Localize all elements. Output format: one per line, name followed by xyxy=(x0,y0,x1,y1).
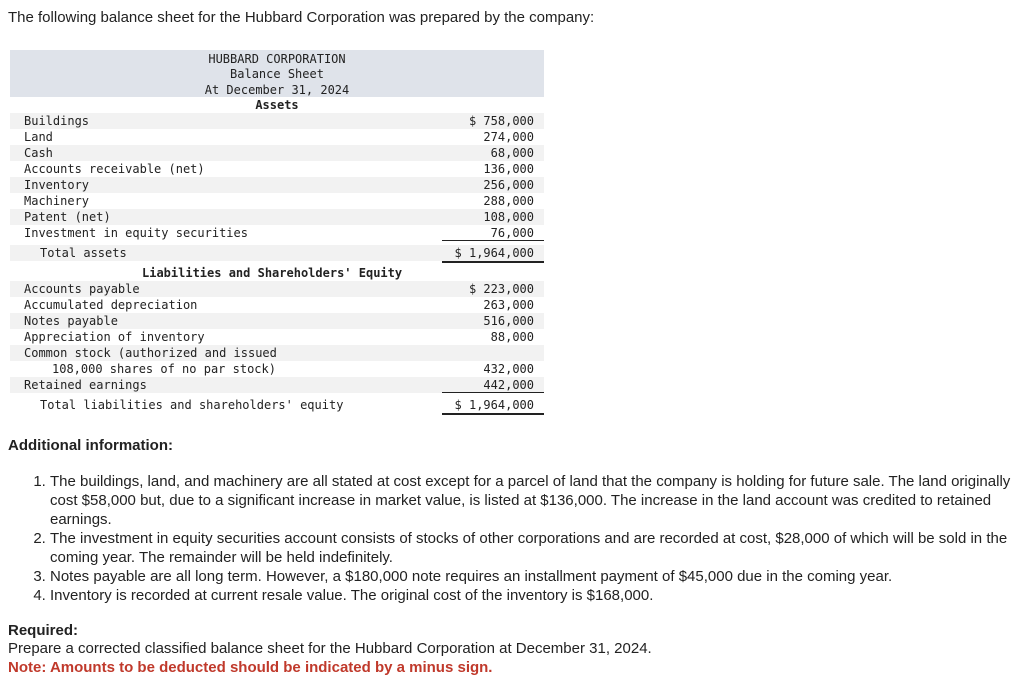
asset-row xyxy=(10,145,544,161)
list-item: 2. The investment in equity securities account consists of stocks of other corporations and are recorded at cost, $28,000 of which will be sold in the coming year. The remainder will be held indefinitely. xyxy=(50,529,1020,567)
balance-sheet xyxy=(10,50,544,412)
liability-label: Accounts payable xyxy=(24,282,140,296)
asset-amount: $ 758,000 xyxy=(468,114,534,128)
total-liabilities-row xyxy=(10,397,544,413)
list-item: 4. Inventory is recorded at current resale value. The original cost of the inventory is $168,000. xyxy=(50,586,1020,605)
statement-title: Balance Sheet xyxy=(230,67,324,81)
total-assets-row xyxy=(10,245,544,261)
company-name: HUBBARD CORPORATION xyxy=(208,52,346,66)
total-rule xyxy=(442,413,544,415)
asset-amount: 256,000 xyxy=(483,178,534,192)
common-stock-row xyxy=(10,345,544,361)
asset-label: Patent (net) xyxy=(24,210,111,224)
total-assets-amount: $ 1,964,000 xyxy=(454,246,534,260)
asset-row xyxy=(10,129,544,145)
additional-info-heading: Additional information: xyxy=(8,437,173,454)
asset-row xyxy=(10,193,544,209)
liabilities-heading: Liabilities and Shareholders' Equity xyxy=(142,266,403,280)
liability-amount: 263,000 xyxy=(483,298,534,312)
asset-row xyxy=(10,177,544,193)
liability-amount: 516,000 xyxy=(483,314,534,328)
subtotal-rule xyxy=(442,240,544,241)
required-text: Prepare a corrected classified balance sheet for the Hubbard Corporation at December 31, 2024. xyxy=(8,640,652,657)
retained-earnings-amount: 442,000 xyxy=(483,378,534,392)
asset-amount: 68,000 xyxy=(490,146,534,160)
liability-label: Accumulated depreciation xyxy=(24,298,198,312)
asset-amount: 76,000 xyxy=(490,226,534,240)
asset-amount: 274,000 xyxy=(483,130,534,144)
statement-date: At December 31, 2024 xyxy=(204,83,350,97)
note-text: Note: Amounts to be deducted should be indicated by a minus sign. xyxy=(8,659,493,676)
total-liabilities-label: Total liabilities and shareholders' equity xyxy=(40,398,344,412)
asset-label: Cash xyxy=(24,146,53,160)
liability-label: Appreciation of inventory xyxy=(24,330,205,344)
asset-amount: 288,000 xyxy=(483,194,534,208)
liability-row xyxy=(10,281,544,297)
list-item: 1. The buildings, land, and machinery are all stated at cost except for a parcel of land that the company is holding for future sale. The land originally cost $58,000 but, due to a significant increase in market value, is listed at $136,000. The increase in the land account was credited to retained earnings. xyxy=(50,472,1020,529)
liability-amount: $ 223,000 xyxy=(468,282,534,296)
asset-label: Machinery xyxy=(24,194,90,208)
total-rule xyxy=(442,261,544,263)
total-liabilities-amount: $ 1,964,000 xyxy=(454,398,534,412)
assets-heading: Assets xyxy=(255,98,299,112)
intro-text: The following balance sheet for the Hubbard Corporation was prepared by the company: xyxy=(8,9,595,26)
asset-row xyxy=(10,113,544,129)
asset-label: Buildings xyxy=(24,114,90,128)
list-item: 3. Notes payable are all long term. However, a $180,000 note requires an installment payment of $45,000 due in the coming year. xyxy=(50,567,1020,586)
common-stock-row-2 xyxy=(10,361,544,377)
balance-sheet-header xyxy=(10,50,544,97)
liability-amount: 88,000 xyxy=(490,330,534,344)
common-stock-amount: 432,000 xyxy=(483,362,534,376)
subtotal-rule xyxy=(442,392,544,393)
asset-row xyxy=(10,161,544,177)
asset-amount: 108,000 xyxy=(483,210,534,224)
retained-earnings-row xyxy=(10,377,544,393)
asset-label: Accounts receivable (net) xyxy=(24,162,205,176)
liability-row xyxy=(10,297,544,313)
asset-row xyxy=(10,209,544,225)
asset-label: Inventory xyxy=(24,178,90,192)
common-stock-label: Common stock (authorized and issued xyxy=(24,346,277,360)
liability-label: Notes payable xyxy=(24,314,118,328)
asset-amount: 136,000 xyxy=(483,162,534,176)
asset-row xyxy=(10,225,544,241)
retained-earnings-label: Retained earnings xyxy=(24,378,147,392)
common-stock-label-2: 108,000 shares of no par stock) xyxy=(52,362,276,376)
liability-row xyxy=(10,329,544,345)
total-assets-label: Total assets xyxy=(40,246,127,260)
additional-info-list xyxy=(27,472,1020,605)
asset-label: Investment in equity securities xyxy=(24,226,248,240)
asset-label: Land xyxy=(24,130,53,144)
required-heading: Required: xyxy=(8,622,79,639)
liability-row xyxy=(10,313,544,329)
